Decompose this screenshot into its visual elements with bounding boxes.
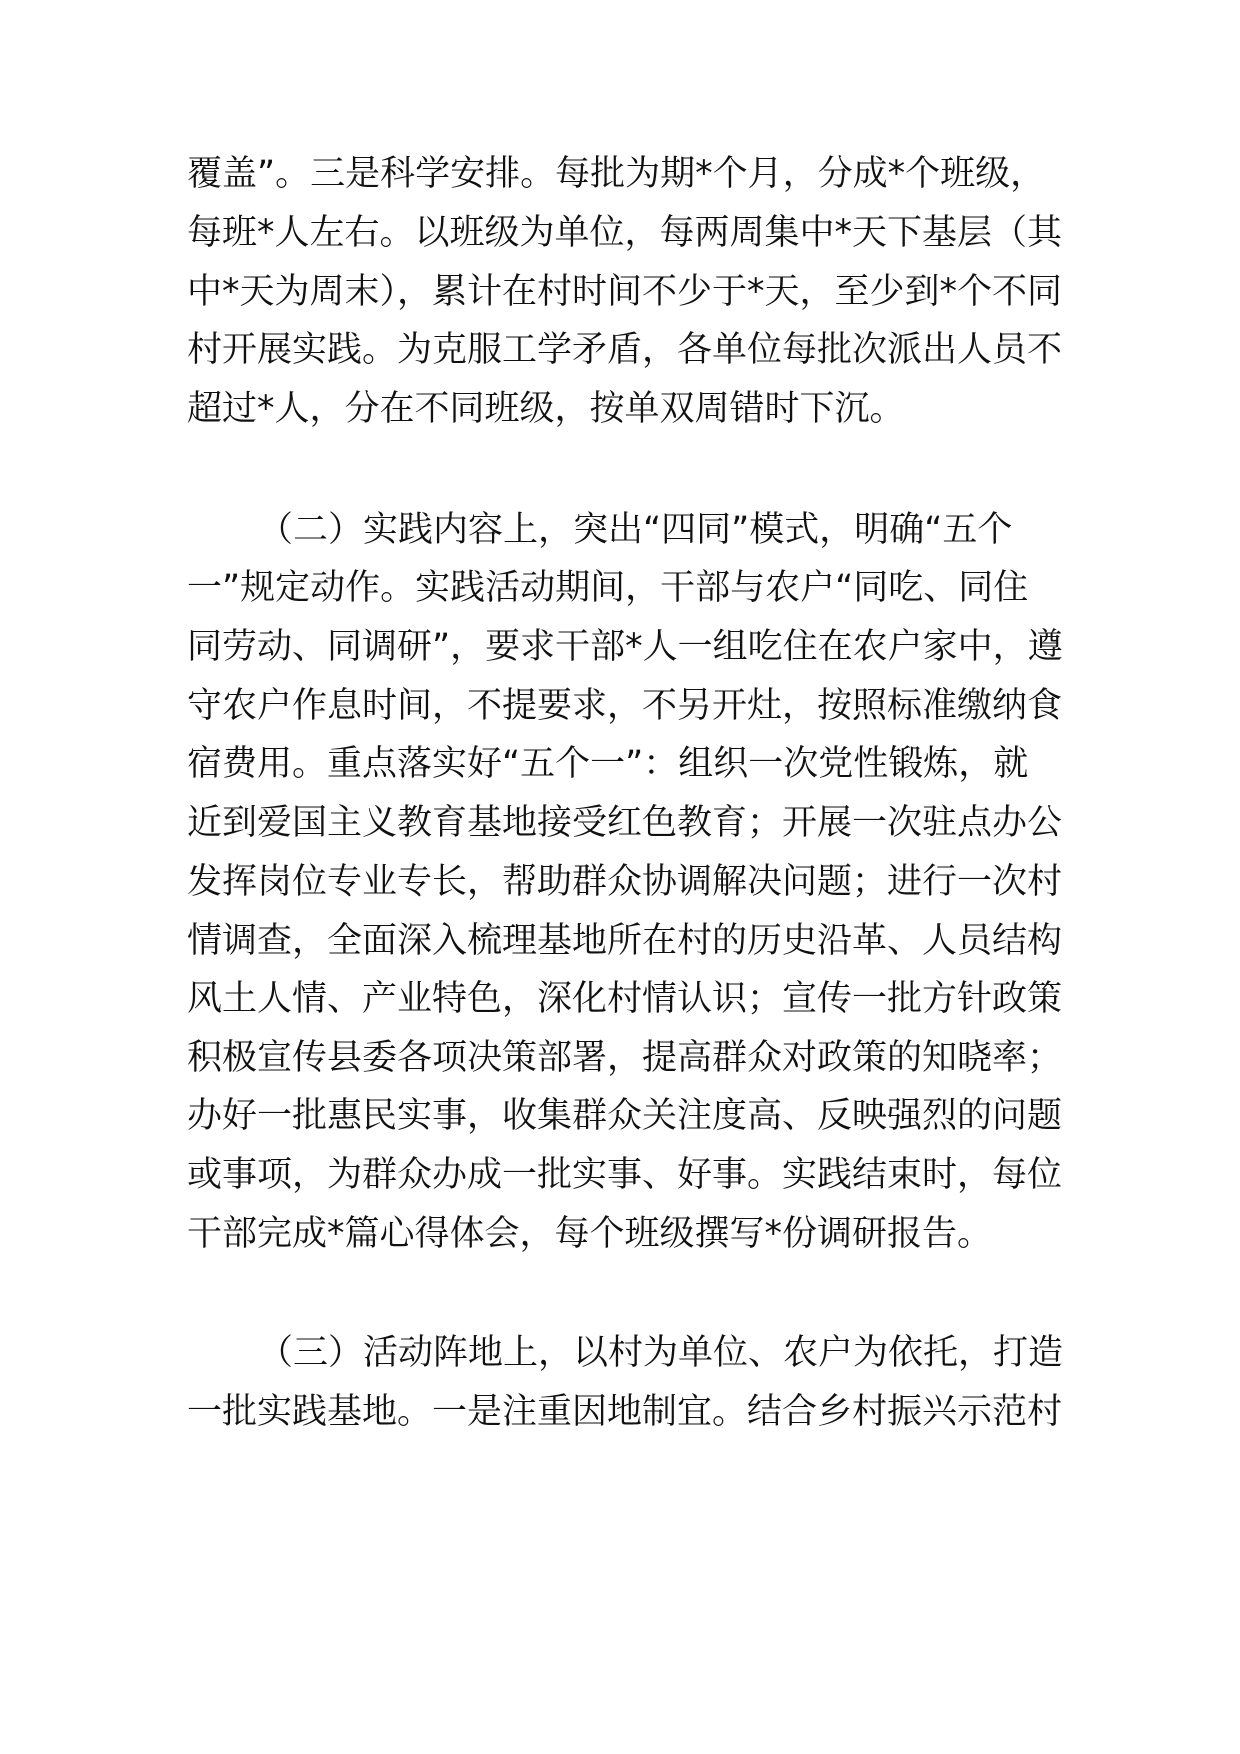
text-line: 中*天为周末），累计在村时间不少于*天，至少到*个不同	[187, 272, 1063, 312]
text-line: 近到爱国主义教育基地接受红色教育；开展一次驻点办公	[187, 803, 1063, 843]
text-line: 村开展实践。为克服工学矛盾，各单位每批次派出人员不	[187, 330, 1063, 370]
text-line: 一”规定动作。实践活动期间，干部与农户“同吃、同住	[187, 568, 1029, 608]
text-line: 风土人情、产业特色，深化村情认识；宣传一批方针政策	[187, 979, 1063, 1019]
text-line: 积极宣传县委各项决策部署，提高群众对政策的知晓率；	[187, 1038, 1063, 1078]
text-line: 一批实践基地。一是注重因地制宜。结合乡村振兴示范村	[187, 1392, 1063, 1432]
paragraph-heading-line: （三）活动阵地上，以村为单位、农户为依托，打造	[258, 1333, 1064, 1373]
text-line: 情调查，全面深入梳理基地所在村的历史沿革、人员结构	[187, 921, 1063, 961]
text-line: 覆盖”。三是科学安排。每批为期*个月，分成*个班级，	[187, 154, 1046, 194]
text-line: 同劳动、同调研”，要求干部*人一组吃住在农户家中，遵	[187, 627, 1063, 667]
text-line: 守农户作息时间，不提要求，不另开灶，按照标准缴纳食	[187, 686, 1063, 726]
text-line: 每班*人左右。以班级为单位，每两周集中*天下基层（其	[187, 213, 1063, 253]
text-line: 或事项，为群众办成一批实事、好事。实践结束时，每位	[187, 1155, 1063, 1195]
paragraph-heading-line: （二）实践内容上，突出“四同”模式，明确“五个	[258, 510, 1013, 550]
text-line: 超过*人，分在不同班级，按单双周错时下沉。	[187, 389, 905, 429]
text-line: 办好一批惠民实事，收集群众关注度高、反映强烈的问题	[187, 1096, 1063, 1136]
text-line: 发挥岗位专业专长，帮助群众协调解决问题；进行一次村	[187, 862, 1063, 902]
text-line: 干部完成*篇心得体会，每个班级撰写*份调研报告。	[187, 1214, 993, 1254]
text-line: 宿费用。重点落实好“五个一”：组织一次党性锻炼，就	[187, 744, 1029, 784]
